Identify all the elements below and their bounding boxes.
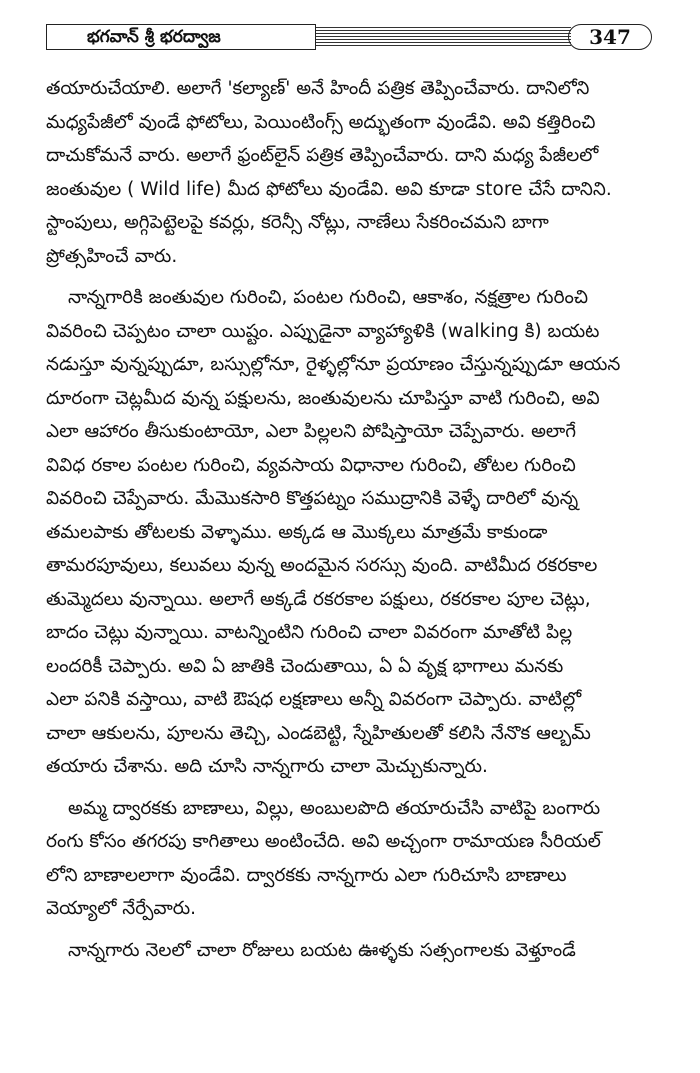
- paragraph-3: [46, 792, 656, 926]
- paragraph-4: [46, 934, 656, 968]
- header-rule-line: [316, 45, 571, 46]
- text-line: బాదం చెట్లు వున్నాయి. వాటన్నింటిని గురించి చాలా వివరంగా మాతోటి పిల్ల: [46, 622, 573, 643]
- header-rule-line: [316, 27, 571, 28]
- text-line: నడుస్తూ వున్నప్పుడూ, బస్సుల్లోనూ, రైళ్ళల్లోనూ ప్రయాణం చేస్తున్నప్పుడూ ఆయన: [46, 354, 621, 375]
- header-rules: [316, 27, 571, 47]
- text-line: ఎలా ఆహారం తీసుకుంటాయో, ఎలా పిల్లలని పోషిస్తాయో చెప్పేవారు. అలాగే: [46, 421, 577, 442]
- body-text: [46, 72, 656, 967]
- text-line: దూరంగా చెట్లమీద వున్న పక్షులను, జంతువులను చూపిస్తూ వాటి గురించి, అవి: [46, 387, 600, 409]
- text-line: లోని బాణాలలాగా వుండేవి. ద్వారకకు నాన్నగారు ఎలా గురిచూసి బాణాలు: [46, 864, 567, 886]
- text-line: వివరించి చెప్పటం చాలా యిష్టం. ఎప్పుడైనా వ్యాహ్యాళికి (walking కి) బయట: [46, 320, 600, 342]
- text-line: తుమ్మెదలు వున్నాయి. అలాగే అక్కడే రకరకాల పక్షులు, రకరకాల పూల చెట్లు,: [46, 588, 591, 610]
- header-rule-line: [316, 39, 571, 40]
- text-line: లందరికీ చెప్పారు. అవి ఏ జాతికి చెందుతాయి, ఏ ఏ వృక్ష భాగాలు మనకు: [46, 655, 564, 677]
- text-line: తామరపూవులు, కలువలు వున్న అందమైన సరస్సు వుంది. వాటిమీద రకరకాల: [46, 555, 598, 576]
- text-line: మధ్యపేజీలో వుండే ఫోటోలు, పెయింటింగ్స్ అద్భుతంగా వుండేవి. అవి కత్తిరించి: [46, 111, 596, 133]
- text-line: తమలపాకు తోటలకు వెళ్ళాము. అక్కడ ఆ మొక్కలు మాత్రమే కాకుండా: [46, 521, 548, 543]
- header-rule-line: [316, 36, 571, 37]
- text-line: దాచుకోమనే వారు. అలాగే ఫ్రంట్‌లైన్ పత్రిక తెప్పించేవారు. దాని మధ్య పేజీలలో: [46, 145, 599, 166]
- text-line: వెయ్యాలో నేర్పేవారు.: [46, 898, 197, 919]
- paragraph-2: [46, 281, 656, 784]
- page-header: [46, 24, 656, 54]
- paragraph-1: [46, 72, 656, 273]
- paragraph-gap: [46, 926, 656, 934]
- paragraph-gap: [46, 784, 656, 792]
- text-line: తయారుచేయాలి. అలాగే 'కల్యాణ్' అనే హిందీ పత్రిక తెప్పించేవారు. దానిలోని: [46, 78, 590, 99]
- text-line: జంతువుల ( Wild life) మీద ఫోటోలు వుండేవి. అవి కూడా store చేసే దానిని.: [46, 178, 612, 200]
- text-line: రంగు కోసం తగరపు కాగితాలు అంటించేది. అవి అచ్చంగా రామాయణ సీరియల్: [46, 831, 601, 852]
- header-rule-line: [316, 30, 571, 31]
- text-line: వివిధ రకాల పంటల గురించి, వ్యవసాయ విధానాల గురించి, తోటల గురించి: [46, 454, 576, 476]
- text-line: ప్రోత్సహించే వారు.: [46, 245, 178, 267]
- text-line: వివరించి చెప్పేవారు. మేమొకసారి కొత్తపట్నం సముద్రానికి వెళ్ళే దారిలో వున్న: [46, 488, 579, 509]
- paragraph-gap: [46, 273, 656, 281]
- header-rule-line: [316, 42, 571, 43]
- text-line: తయారు చేశాను. అది చూసి నాన్నగారు చాలా మెచ్చుకున్నారు.: [46, 756, 488, 777]
- running-title: భగవాన్ శ్రీ భరద్వాజ: [46, 24, 316, 50]
- text-line: స్టాంపులు, అగ్గిపెట్టెలపై కవర్లు, కరెన్సీ నోట్లు, నాణేలు సేకరించమని బాగా: [46, 212, 549, 233]
- header-rule-line: [316, 33, 571, 34]
- text-line: నాన్నగారికి జంతువుల గురించి, పంటల గురించి, ఆకాశం, నక్షత్రాల గురించి: [68, 287, 589, 308]
- text-line: అమ్మ ద్వారకకు బాణాలు, విల్లు, అంబులపొది తయారుచేసి వాటిపై బంగారు: [68, 797, 601, 819]
- page-number: 347: [568, 24, 652, 50]
- text-line: ఎలా పనికి వస్తాయి, వాటి ఔషధ లక్షణాలు అన్నీ వివరంగా చెప్పారు. వాటిల్లో: [46, 689, 582, 710]
- text-line: చాలా ఆకులను, పూలను తెచ్చి, ఎండబెట్టి, స్నేహితులతో కలిసి నేనొక ఆల్బమ్: [46, 722, 591, 744]
- text-line: నాన్నగారు నెలలో చాలా రోజులు బయట ఊళ్ళకు సత్సంగాలకు వెళ్తూండే: [68, 939, 576, 961]
